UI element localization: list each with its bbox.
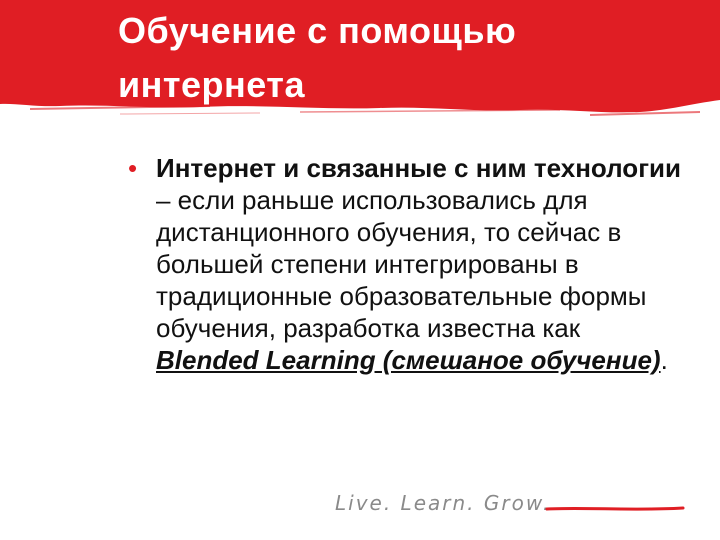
slide-content <box>128 152 688 376</box>
title-banner <box>0 0 720 118</box>
bullet-marker: • <box>128 153 138 183</box>
brush-underline <box>545 506 685 512</box>
title-line-2: интернета <box>118 64 305 105</box>
bullet-lead: Интернет и связанные с ним технологии <box>156 153 681 183</box>
title-line-1: Обучение с помощью <box>118 10 517 51</box>
footer-slogan: Live. Learn. Grow. <box>335 491 552 515</box>
bullet-text <box>156 152 688 376</box>
key-term: Blended Learning (смешаное обучение) <box>156 345 661 375</box>
bullet-item <box>128 152 688 376</box>
bullet-end: . <box>660 345 668 375</box>
page-title <box>118 4 678 112</box>
bullet-body: – если раньше использовались для дистанционного обучения, то сейчас в большей степени интегрированы в традиционные образовательные формы обучения, разработка известна как <box>156 185 647 343</box>
